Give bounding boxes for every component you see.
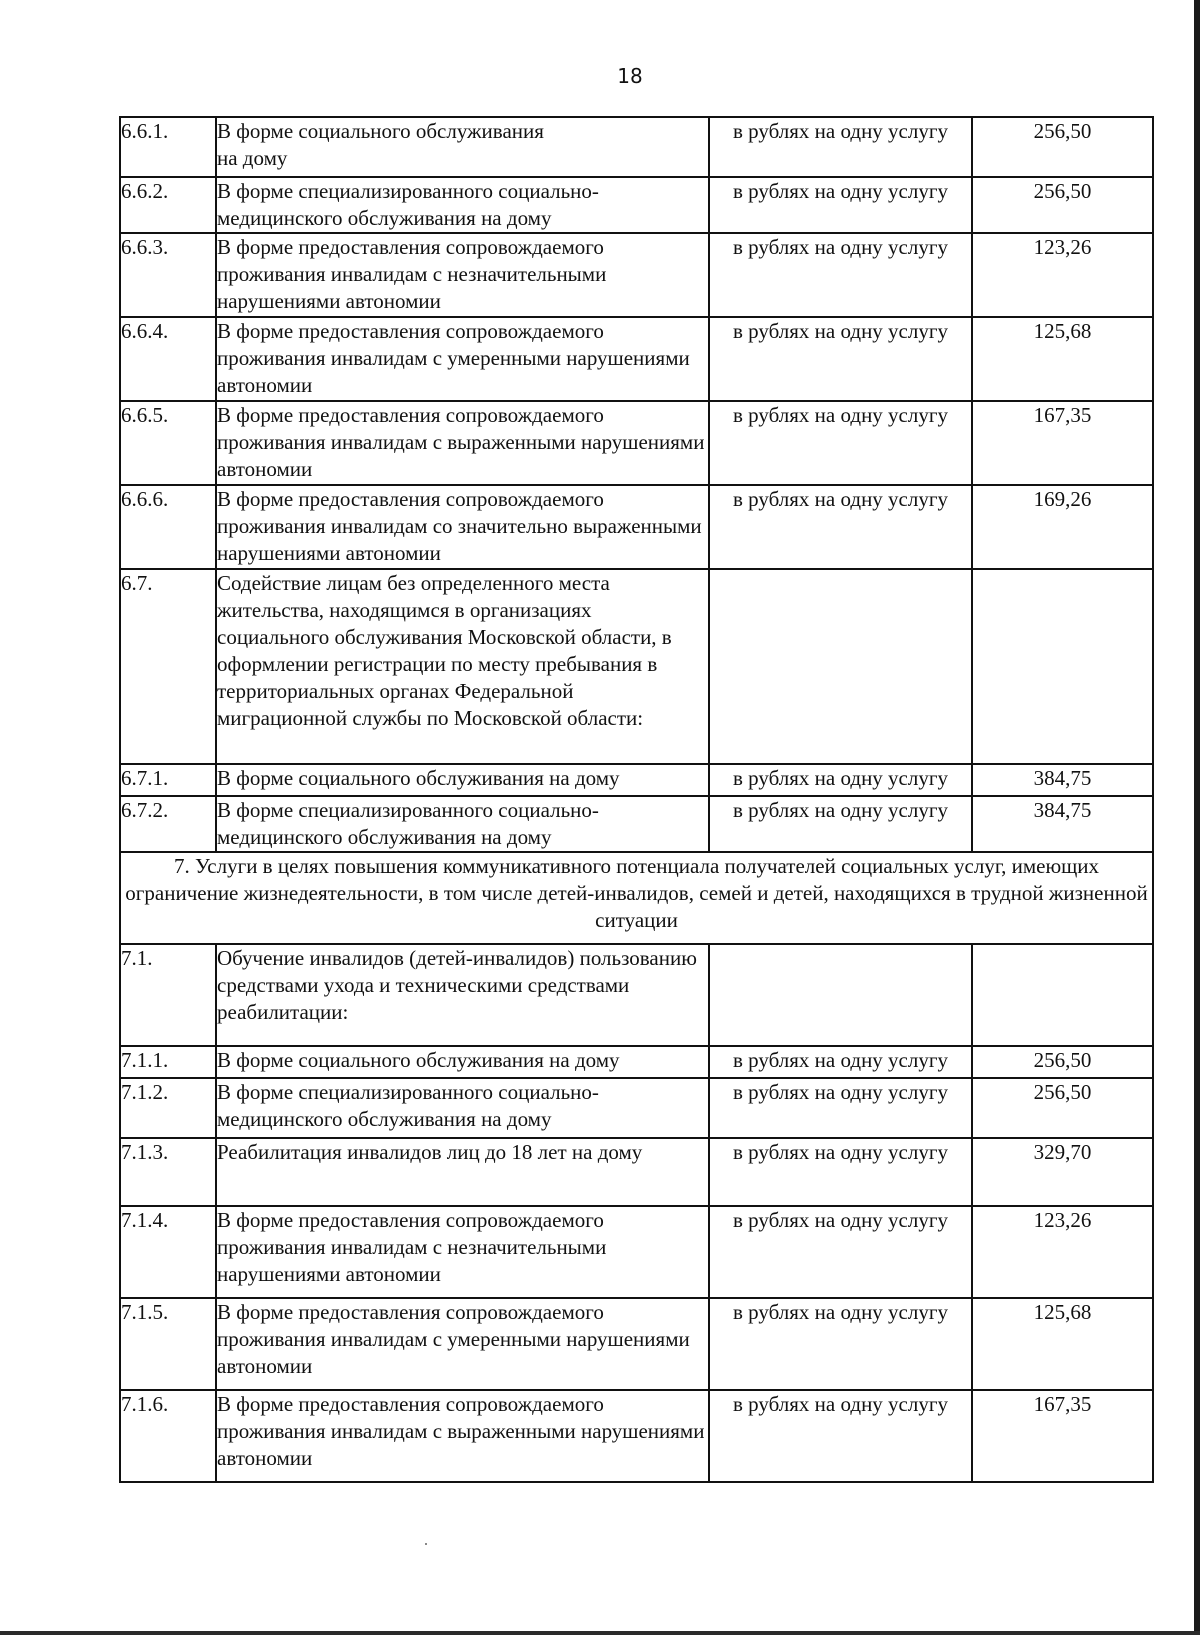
- tariff-value: 123,26: [972, 233, 1153, 317]
- unit-of-measure: в рублях на одну услугу: [709, 401, 972, 485]
- tariff-value: 167,35: [972, 401, 1153, 485]
- tariff-value: 125,68: [972, 1298, 1153, 1390]
- row-number: 7.1.5.: [120, 1298, 216, 1390]
- service-name: В форме специализированного социально-медицинского обслуживания на дому: [216, 177, 709, 233]
- row-number: 6.6.5.: [120, 401, 216, 485]
- service-name: В форме специализированного социально-медицинского обслуживания на дому: [216, 1078, 709, 1138]
- row-number: 6.7.2.: [120, 796, 216, 852]
- table-row: [120, 1390, 1153, 1482]
- table-row: [120, 569, 1153, 764]
- scan-speck: [425, 1543, 427, 1545]
- service-name: В форме предоставления сопровождаемого проживания инвалидам с незначительными нарушениями автономии: [216, 1206, 709, 1298]
- tariff-table-body: [120, 117, 1153, 1482]
- row-number: 6.6.6.: [120, 485, 216, 569]
- tariff-value: 256,50: [972, 1078, 1153, 1138]
- unit-of-measure: в рублях на одну услугу: [709, 177, 972, 233]
- table-row: [120, 401, 1153, 485]
- tariff-value: 256,50: [972, 177, 1153, 233]
- service-name: В форме социального обслуживания на дому: [216, 764, 709, 796]
- unit-of-measure: в рублях на одну услугу: [709, 1138, 972, 1206]
- page-number: 18: [617, 64, 643, 88]
- table-row: [120, 485, 1153, 569]
- table-row: [120, 796, 1153, 852]
- table-row: [120, 1206, 1153, 1298]
- scan-edge-right: [1194, 0, 1200, 1635]
- scan-edge-bottom: [0, 1631, 1200, 1635]
- tariff-value: 329,70: [972, 1138, 1153, 1206]
- row-number: 6.6.3.: [120, 233, 216, 317]
- section-7-heading: 7. Услуги в целях повышения коммуникативного потенциала получателей социальных услуг, имеющих ограничение жизнедеятельности, в том числе детей-инвалидов, семей и детей, находящихся в трудной жизненной ситуации: [120, 852, 1153, 944]
- tariff-value: 384,75: [972, 764, 1153, 796]
- tariff-value: 123,26: [972, 1206, 1153, 1298]
- service-name: В форме предоставления сопровождаемого проживания инвалидам с выраженными нарушениями автономии: [216, 1390, 709, 1482]
- service-name: В форме социального обслуживания на дому: [216, 1046, 709, 1078]
- unit-of-measure: в рублях на одну услугу: [709, 1390, 972, 1482]
- unit-of-measure: [709, 569, 972, 764]
- table-row: [120, 1046, 1153, 1078]
- unit-of-measure: в рублях на одну услугу: [709, 233, 972, 317]
- service-name: В форме предоставления сопровождаемого проживания инвалидам с умеренными нарушениями автономии: [216, 317, 709, 401]
- table-row: [120, 317, 1153, 401]
- service-name: В форме предоставления сопровождаемого проживания инвалидам с незначительными нарушениями автономии: [216, 233, 709, 317]
- row-number: 7.1.4.: [120, 1206, 216, 1298]
- tariff-value: [972, 569, 1153, 764]
- row-number: 6.7.1.: [120, 764, 216, 796]
- table-row: [120, 233, 1153, 317]
- table-row: [120, 177, 1153, 233]
- tariff-value: 125,68: [972, 317, 1153, 401]
- tariff-value: [972, 944, 1153, 1046]
- tariff-value: 384,75: [972, 796, 1153, 852]
- row-number: 7.1.1.: [120, 1046, 216, 1078]
- row-number: 7.1.2.: [120, 1078, 216, 1138]
- row-number: 6.6.1.: [120, 117, 216, 177]
- unit-of-measure: в рублях на одну услугу: [709, 764, 972, 796]
- unit-of-measure: в рублях на одну услугу: [709, 485, 972, 569]
- service-name: В форме специализированного социально-медицинского обслуживания на дому: [216, 796, 709, 852]
- row-number: 7.1.3.: [120, 1138, 216, 1206]
- row-number: 6.6.2.: [120, 177, 216, 233]
- unit-of-measure: в рублях на одну услугу: [709, 1078, 972, 1138]
- table-row: [120, 1138, 1153, 1206]
- unit-of-measure: в рублях на одну услугу: [709, 1298, 972, 1390]
- service-name: В форме предоставления сопровождаемого проживания инвалидам с выраженными нарушениями автономии: [216, 401, 709, 485]
- row-number: 7.1.: [120, 944, 216, 1046]
- table-row: [120, 117, 1153, 177]
- unit-of-measure: в рублях на одну услугу: [709, 317, 972, 401]
- service-name: Реабилитация инвалидов лиц до 18 лет на дому: [216, 1138, 709, 1206]
- table-row: [120, 944, 1153, 1046]
- tariff-value: 169,26: [972, 485, 1153, 569]
- tariff-table: [119, 116, 1154, 1483]
- unit-of-measure: [709, 944, 972, 1046]
- unit-of-measure: в рублях на одну услугу: [709, 796, 972, 852]
- table-row: [120, 1078, 1153, 1138]
- unit-of-measure: в рублях на одну услугу: [709, 1046, 972, 1078]
- service-name: В форме предоставления сопровождаемого проживания инвалидам со значительно выраженными нарушениями автономии: [216, 485, 709, 569]
- service-name: В форме предоставления сопровождаемого проживания инвалидам с умеренными нарушениями автономии: [216, 1298, 709, 1390]
- row-number: 6.7.: [120, 569, 216, 764]
- service-name: Содействие лицам без определенного места жительства, находящимся в организациях социального обслуживания Московской области, в оформлении регистрации по месту пребывания в территориальных органах Федеральной миграционной службы по Московской области:: [216, 569, 709, 764]
- tariff-value: 167,35: [972, 1390, 1153, 1482]
- row-number: 7.1.6.: [120, 1390, 216, 1482]
- service-name: В форме социального обслуживания на дому: [216, 117, 709, 177]
- table-row: [120, 1298, 1153, 1390]
- service-name: Обучение инвалидов (детей-инвалидов) пользованию средствами ухода и техническими средствами реабилитации:: [216, 944, 709, 1046]
- table-row: [120, 764, 1153, 796]
- section-heading-row: [120, 852, 1153, 944]
- tariff-value: 256,50: [972, 1046, 1153, 1078]
- unit-of-measure: в рублях на одну услугу: [709, 117, 972, 177]
- tariff-value: 256,50: [972, 117, 1153, 177]
- unit-of-measure: в рублях на одну услугу: [709, 1206, 972, 1298]
- row-number: 6.6.4.: [120, 317, 216, 401]
